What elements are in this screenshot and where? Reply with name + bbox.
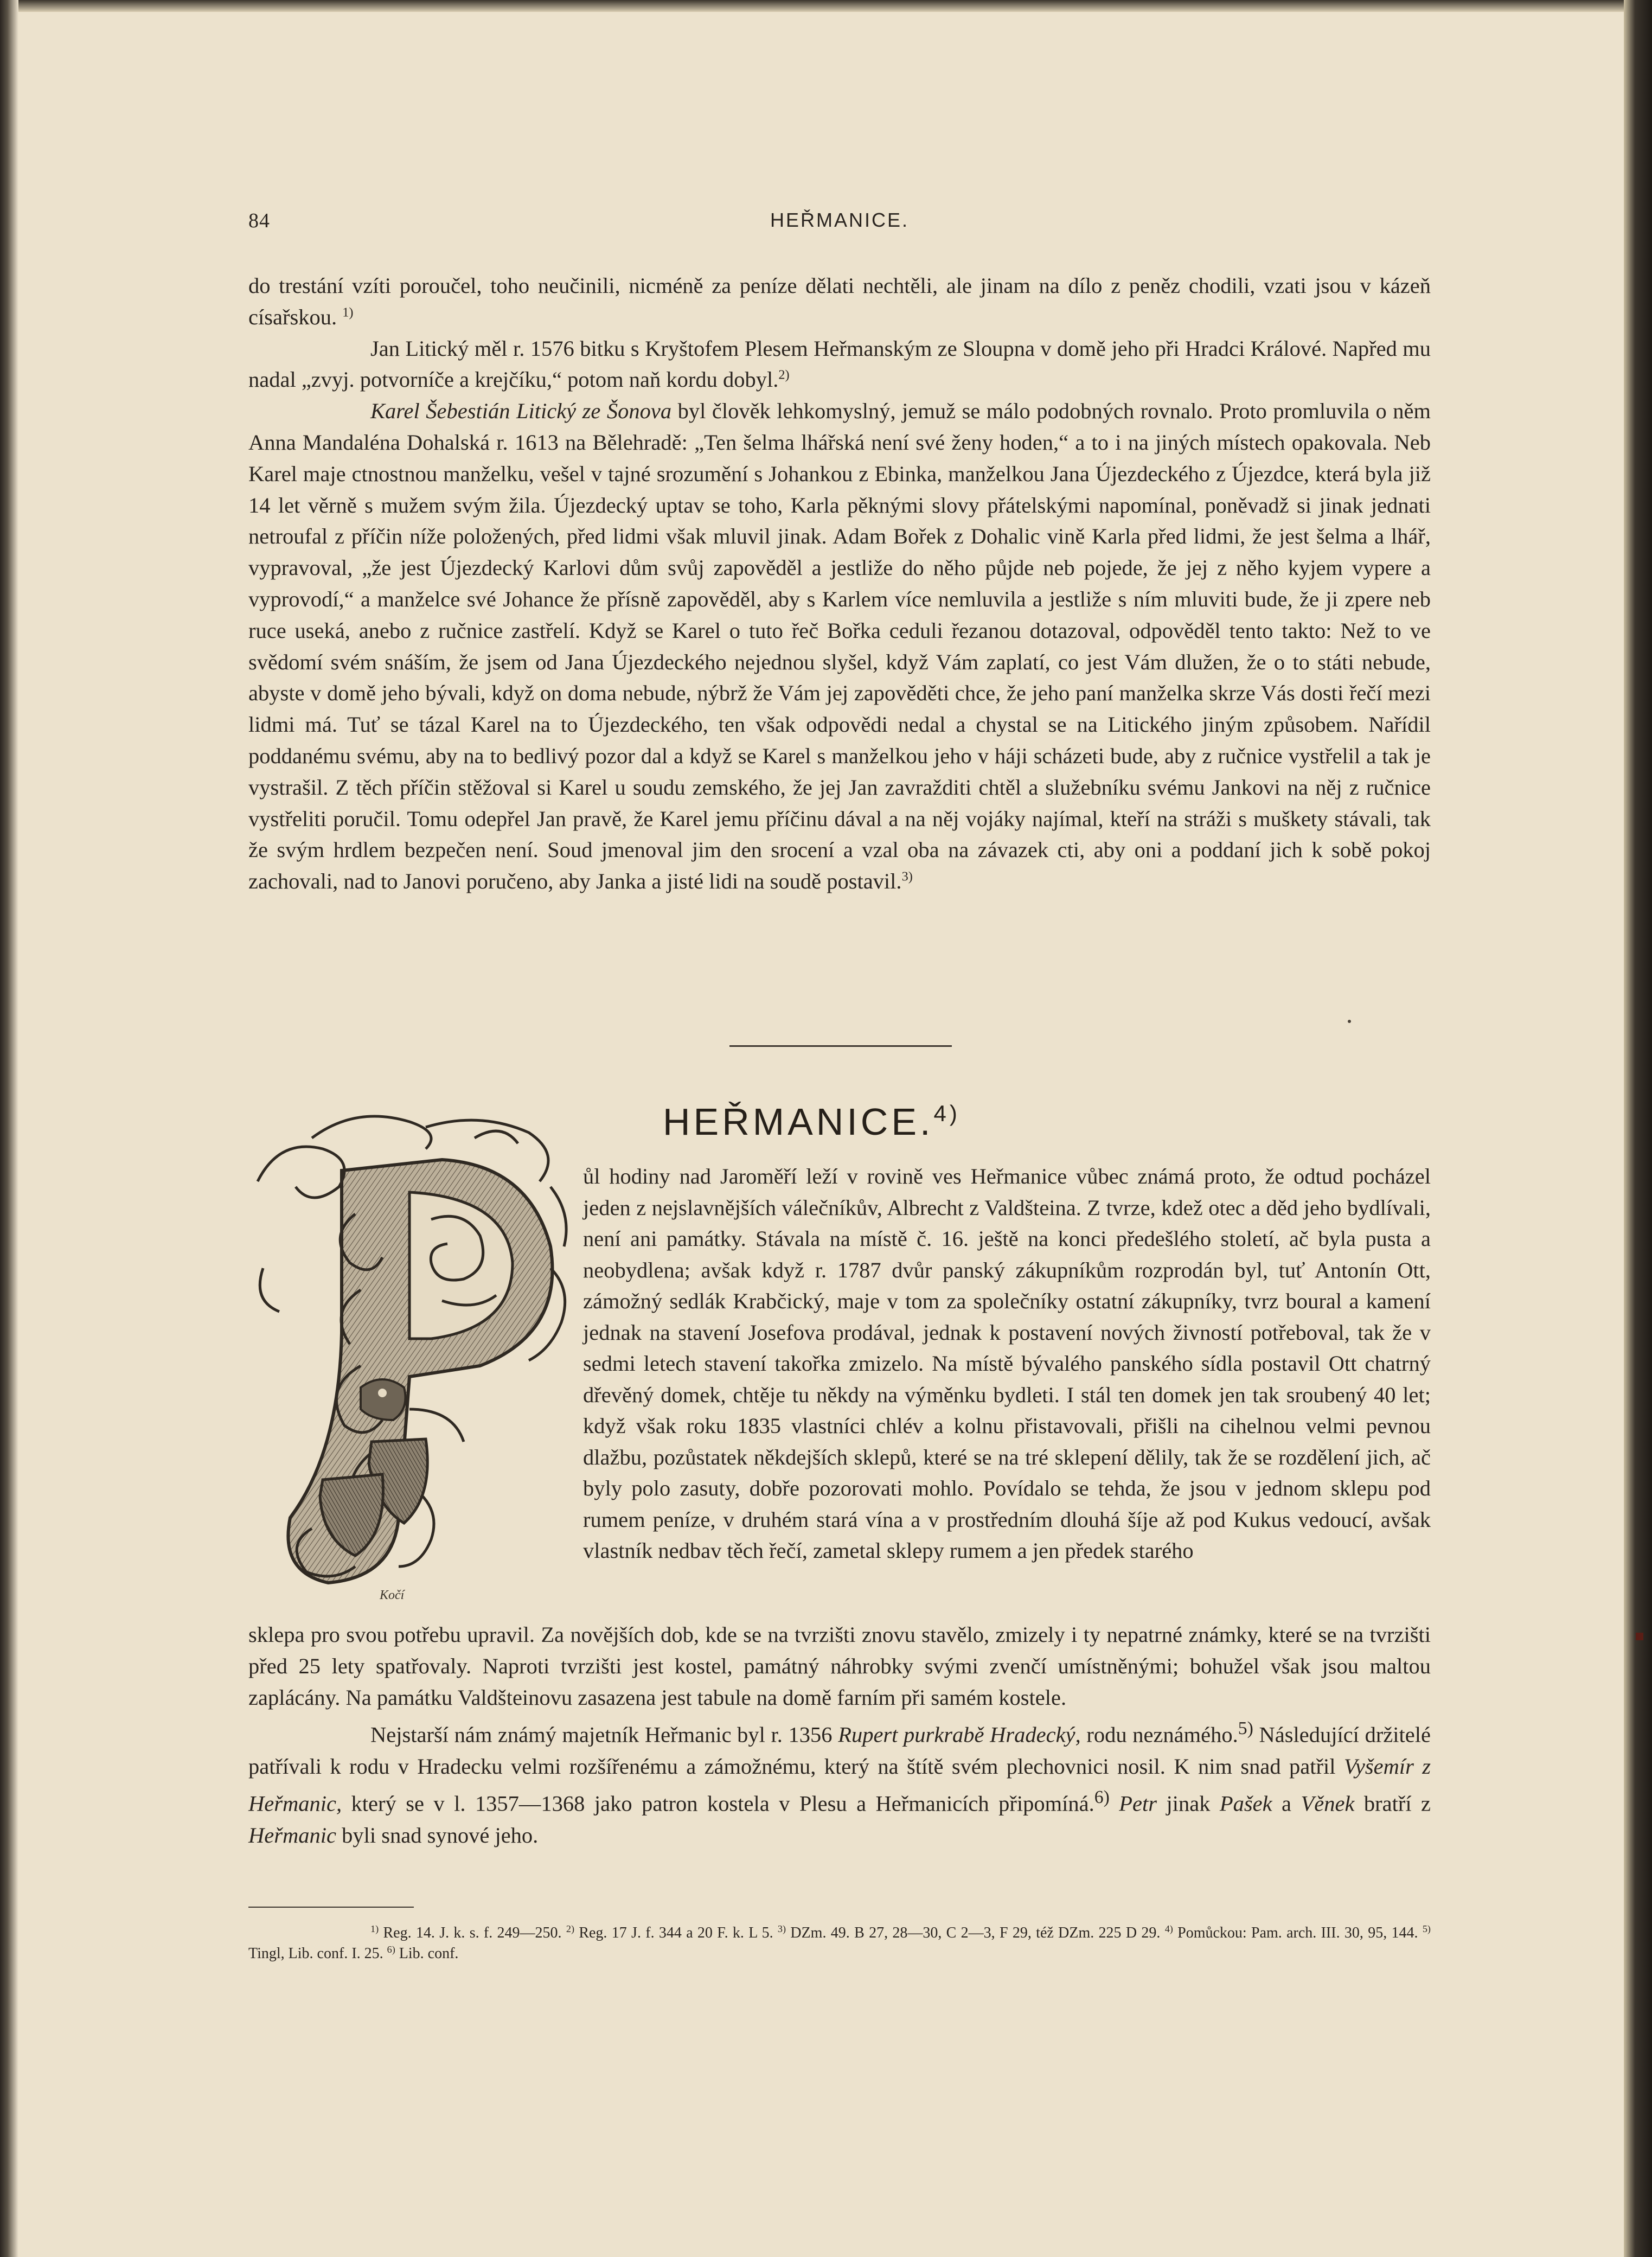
- footnote-rule: [248, 1907, 414, 1908]
- paragraph-hermanice: ůl hodiny nad Jaroměří leží v rovině ves Heřmanice vůbec známá proto, že odtud pocházel jeden z nejslavnějších válečníkův, Albrecht z Valdšteina. Z tvrze, kdež otec a děd jeho bydlívali, není ani památky. Stávala na místě č. 16. ještě na konci předešlého století, ač byla pusta a neobydlena; avšak když r. 1787 dvůr panský zákupníkům rozprodán byl, tuť Antonín Ott, zámožný sedlák Krabčický, maje v tom za společníky ostatní zákupníky, tvrz boural a kamení jednak na stavení Josefova prodával, jednak k postavení nových živností potřeboval, tak že v sedmi letech stavení takořka zmizelo. Na místě bývalého panského sídla postavil Ott chatrný dřevěný domek, chtěje tu někdy na výměnku bydleti. I stál ten domek jen tak sroubený 40 let; když však roku 1835 vlastníci chlév a kolnu přistavovali, přišli na cihelnou velmi pevnou dlažbu, pozůstatek někdejších sklepů, které se na tré sklepení dělily, tak že se rozdělení jich, ač byly polo zasuty, dobře pozorovati mohlo. Povídalo se tehda, že jsou v jednom sklepu pod rumem peníze, v druhém stará vína a v prostředním dlouhá šíje až pod Kukus vedoucí, avšak vlastník nedbav těch řečí, zametal sklepy rumem a jen předek starého: [583, 1164, 1431, 1563]
- print-speck: [1348, 1020, 1351, 1023]
- scan-border-top: [0, 0, 1652, 12]
- section-divider: [729, 1045, 952, 1047]
- paragraph-hermanice-cont: sklepa pro svou potřebu upravil. Za novějších dob, kde se na tvrzišti znovu stavělo, zmizely i ty nepatrné známky, které se na tvrzišti před 25 lety spatřovaly. Naproti tvrzišti jest kostel, památný náhrobky svými zvenčí umístněnými; bohužel však jsou maltou zaplácány. Na památku Valdšteinovu zasazena jest tabule na domě farním při samém kostele.: [248, 1622, 1431, 1710]
- footnote-ref: 5): [1238, 1718, 1253, 1739]
- footnote-ref: 2): [778, 367, 790, 382]
- paragraph-2: Jan Litický měl r. 1576 bitku s Kryštofem Plesem Heřmanským ze Sloupna v domě jeho při Hradci Králové. Napřed mu nadal „zvyj. potvorníče a krejčíku,“ potom naň kordu dobyl.$^{2)}$: [248, 336, 1431, 392]
- illustrator-signature: Kočí: [380, 1588, 405, 1602]
- body-text: [248, 270, 1431, 897]
- scan-border-right: [1624, 0, 1652, 2257]
- running-title: HEŘMANICE.: [770, 209, 910, 231]
- drop-cap-illustration: [247, 1105, 575, 1610]
- footnote-ref: 3): [901, 869, 913, 884]
- paragraph-karel: Karel Šebestián Litický ze Šonova byl člověk lehkomyslný, jemuž se málo podobných rovnalo. Proto promluvila o něm Anna Mandaléna Dohalská r. 1613 na Bělehradě: „Ten šelma lhářská není své ženy hoden,“ a to i na jiných místech opakovala. Neb Karel maje ctnostnou manželku, vešel v tajné srozumění s Johankou z Ebinka, manželkou Jana Újezdeckého z Újezdce, která byla již 14 let věrně s mužem svým žila. Újezdecký uptav se toho, Karla pěknými slovy přátelskými napomínal, poněvadž si jinak jednati netroufal z příčin níže položených, před lidmi však mluvil jinak. Adam Bořek z Dohalic vině Karla před lidmi, že jest šelma a lhář, vypravoval, „že jest Újezdecký Karlovi dům svůj zapověděl a jestliže do něho půjde neb pojede, že jej z něho kyjem vypere a vyprovodí,“ a manželce své Johance že přísně zapověděl, aby s Karlem více nemluvila a jestliže s ním mluviti bude, že ji zpere neb ruce useká, anebo z ručnice zastřelí. Když se Karel o tuto řeč Bořka ceduli řezanou dotazoval, odpověděl tento takto: Než to ve svědomí svém snáším, že jsem od Jana Újezdeckého nejednou slyšel, když Vám zaplatí, co jest Vám dlužen, že o to státi nebude, abyste v domě jeho bývali, když on doma nebude, nýbrž že Vám jej zapověděti chce, že jeho paní manželka skrze Vás dosti řečí mezi lidmi má. Tuť se tázal Karel na to Újezdeckého, ten však odpovědi nedal a chystal se na Litického jiným způsobem. Nařídil poddanému svému, aby na to bedlivý pozor dal a když se Karel s manželkou jeho v háji scházeti bude, aby z ručnice vystřelil a tak je vystrašil. Z těch příčin stěžoval si Karel u soudu zemského, že jej Jan zavražditi chtěl a služebníku svému Jankovi na něj z ručnice vystřeliti poručil. Tomu odepřel Jan pravě, že Karel jemu příčinu dával a na něj vojáky najímal, kteří na stráži s muškety stávali, tak že svým hrdlem bezpečen není. Soud jmenoval jim den srocení a vzal oba na závazek cti, aby oni a poddaní jich k sobě pokoj zachovali, nad to Janovi poručeno, aby Janka a jisté lidi na soudě postavil.$^{3)}$: [248, 399, 1431, 894]
- running-head: [248, 209, 1431, 241]
- italic-name: Karel Šebestián Litický ze Šonova: [370, 399, 672, 424]
- section-heading: HEŘMANICE.$^{4)}$: [663, 1100, 961, 1143]
- footnote-ref: 4): [933, 1100, 961, 1126]
- footnote-block: $^{1)}$ Reg. 14. J. k. s. f. 249—250. $^{2)}$ Reg. 17 J. f. 344 a 20 F. k. L 5. $^{3)}$ DZm. 49. B 27, 28—30, C 2—3, F 29, též DZm. 225 D 29. $^{4)}$ Pomůckou: Pam. arch. III. 30, 95, 144. $^{5)}$ Tingl, Lib. conf. I. 25. $^{6)}$ Lib. conf.: [248, 1923, 1431, 1962]
- footnote-ref: 6): [1094, 1787, 1110, 1808]
- paragraph-1: do trestání vzíti poroučel, toho neučinili, nicméně za peníze dělati nechtěli, ale jinam na dílo z peněz chodili, vzati jsou v kázeň císařskou. $^{1)}$: [248, 273, 1431, 329]
- page-number: 84: [248, 209, 270, 232]
- paragraph-owners: Nejstarší nám známý majetník Heřmanic byl r. 1356 Rupert purkrabě Hradecký, rodu neznámého.$^{5)}$ Následující držitelé patřívali k rodu v Hradecku velmi rozšířenému a zámožnému, který na štítě svém plechovnici nosil. K nim snad patřil Vyšemír z Heřmanic, který se v l. 1357—1368 jako patron kostela v Plesu a Heřmanicích připomíná.$^{6)}$ Petr jinak Pašek a Věnek bratří z Heřmanic byli snad synové jeho.: [248, 1718, 1431, 1847]
- footnote-ref: 1): [342, 305, 354, 320]
- ornamental-initial-p: [247, 1105, 575, 1610]
- footnotes: [248, 1923, 1431, 1964]
- drop-cap-text: [583, 1161, 1431, 1567]
- body-text-continued: [248, 1619, 1431, 1851]
- scan-border-left: [0, 0, 18, 2257]
- edge-mark: [1636, 1633, 1643, 1640]
